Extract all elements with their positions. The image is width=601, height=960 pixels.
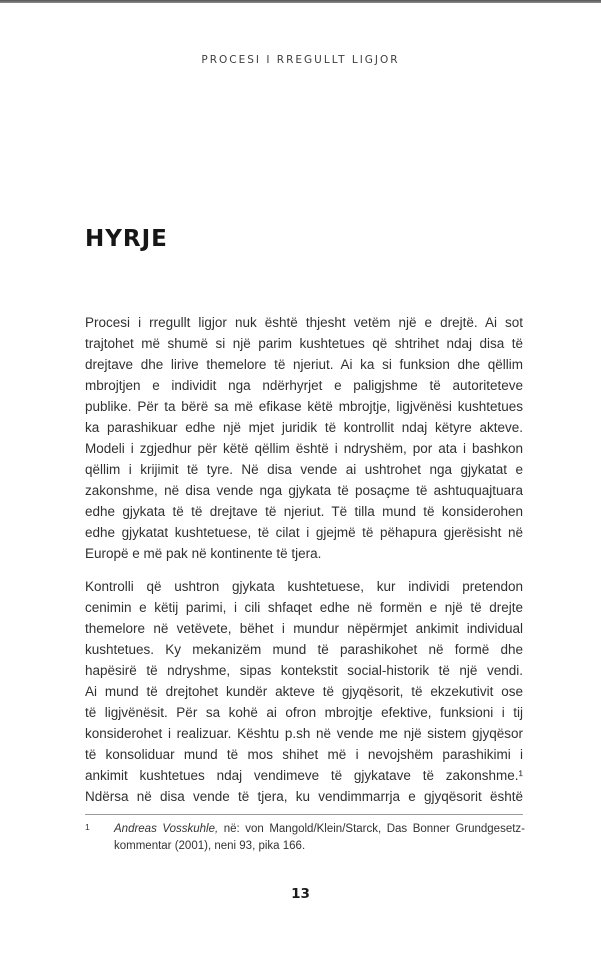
text-line: të konsoliduar mund të mos shihet më i nevojshëm parashikimi i [85, 747, 523, 762]
text-line: Procesi i rregullt ligjor nuk është thjesht vetëm një e drejtë. Ai sot [85, 315, 523, 330]
footnote-reference: në: von Mangold/Klein/Starck, Das Bonner Grundgesetz- [218, 823, 525, 835]
text-line: Kontrolli që ushtron gjykata kushtetuese, kur individi pretendon [85, 579, 523, 594]
text-line: mbrojtjen e individit nga ndërhyrjet e paligjshme të autoriteteve [85, 378, 523, 393]
footnote-text [114, 821, 525, 855]
footnote-separator [85, 814, 523, 815]
text-line: kushtetues. Ky mekanizëm mund të parashikohet në formë dhe [85, 642, 523, 657]
footnote [85, 821, 525, 855]
text-line: edhe gjykatat kushtetuese, të cilat i gjejmë të pëhapura gjerësisht në [85, 525, 523, 540]
running-header: PROCESI I RREGULLT LIGJOR [201, 54, 400, 66]
text-line: ankimit kushtetues ndaj vendimeve të gjykatave të zakonshme.¹ [85, 768, 523, 783]
text-line: edhe gjykata të të drejtave të njeriut. Të tilla mund të konsiderohen [85, 504, 523, 519]
text-line: konsiderohet i realizuar. Kështu p.sh në vende me një sistem gjyqësor [85, 726, 523, 741]
text-line: drejtave dhe lirive themelore të njeriut. Ai ka si funksion dhe qëllim [85, 357, 523, 372]
body-text [85, 312, 523, 819]
footnote-line-2: kommentar (2001), neni 93, pika 166. [114, 840, 306, 852]
paragraph-1 [85, 312, 523, 564]
text-line: Ndërsa në disa vende të tjera, ku vendimmarrja e gjyqësorit është [85, 789, 523, 804]
text-line: trajtohet më shumë si një parim kushtetues që shtrihet ndaj disa të [85, 336, 523, 351]
text-line: Ai mund të drejtohet kundër akteve të gjyqësorit, të ekzekutivit ose [85, 684, 523, 699]
text-line: publike. Për ta bërë sa më efikase këtë mbrojtje, ligjvënësi kushtetues [85, 399, 523, 414]
text-line: Modeli i zgjedhur për këtë qëllim është i ndryshëm, por ata i bashkon [85, 441, 523, 456]
text-line: qëllim i krijimit të tyre. Në disa vende ai ushtrohet nga gjykatat e [85, 462, 523, 477]
text-line: të ligjvënësit. Për sa kohë ai ofron mbrojtje efektive, funksioni i tij [85, 705, 523, 720]
chapter-heading: HYRJE [85, 226, 168, 252]
text-line: Europë e më pak në kontinente të tjera. [85, 546, 322, 561]
footnote-line-1 [114, 821, 525, 838]
text-line: zakonshme, në disa vende nga gjykata të posaçme të ashtuquajtuara [85, 483, 523, 498]
text-line: cenimin e këtij parimi, i cili shfaqet edhe në formën e një të drejte [85, 600, 523, 615]
footnote-author: Andreas Vosskuhle, [114, 823, 219, 835]
page-top-edge-line [0, 0, 601, 3]
text-line: ka parashikuar edhe një mjet juridik të kontrollit ndaj këtyre akteve. [85, 420, 523, 435]
text-line: themelore në vetëvete, bëhet i mundur nëpërmjet ankimit individual [85, 621, 523, 636]
page-number: 13 [291, 886, 310, 902]
paragraph-2 [85, 576, 523, 807]
footnote-marker: 1 [85, 822, 90, 832]
text-line: hapësirë të ndryshme, sipas kontekstit social-historik të një vendi. [85, 663, 523, 678]
